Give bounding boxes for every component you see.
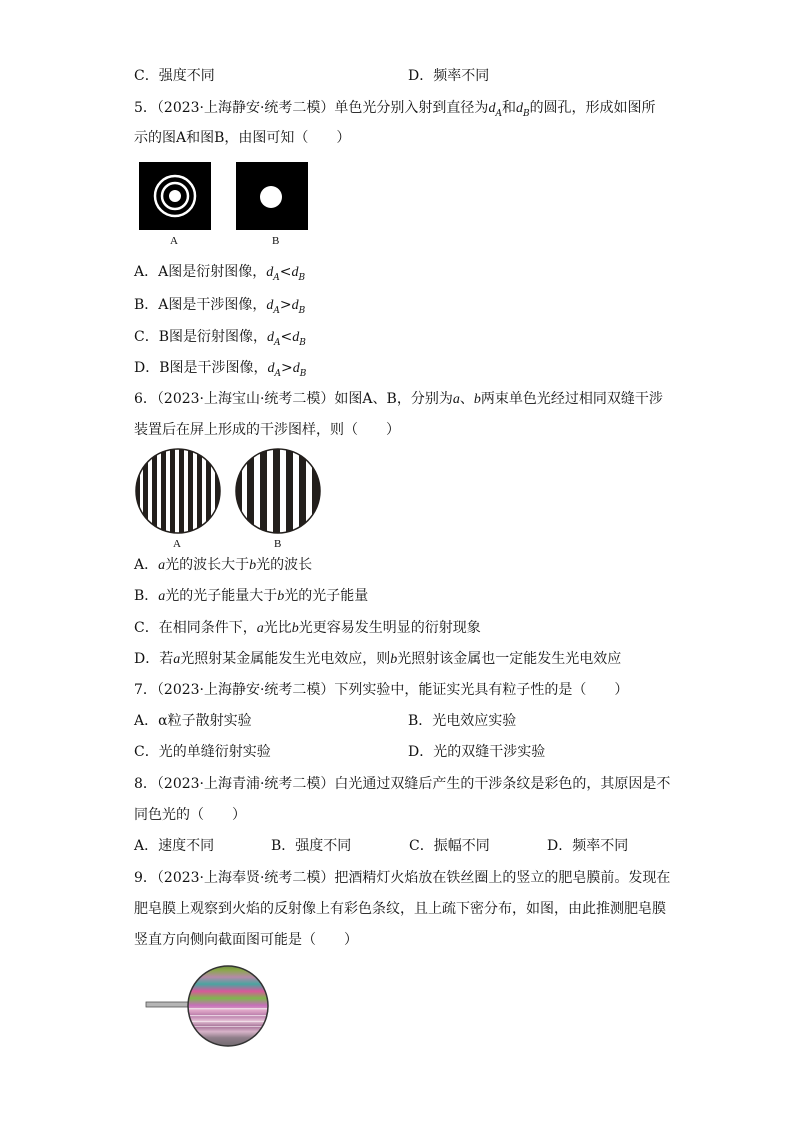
q4-option-d: D．频率不同 (408, 68, 490, 84)
soap-film-figure (144, 963, 276, 1051)
q8-stem-line1: 8．（2023·上海青浦·统考二模）白光通过双缝后产生的干涉条纹是彩色的，其原因是不 (134, 776, 671, 792)
q6-figure-a-label: A (173, 538, 181, 550)
q9-stem-line3: 竖直方向侧向截面图可能是（ ） (134, 932, 358, 948)
q5-stem-line2: 示的图A和图B，由图可知（ ） (134, 130, 351, 146)
q8-option-a: A．速度不同 (134, 838, 215, 854)
q9-stem-line2: 肥皂膜上观察到火焰的反射像上有彩色条纹，且上疏下密分布，如图，由此推测肥皂膜 (134, 901, 666, 917)
q6-option-d: D．若a光照射某金属能发生光电效应，则b光照射该金属也一定能发生光电效应 (134, 651, 622, 667)
q6-option-c: C．在相同条件下，a光比b光更容易发生明显的衍射现象 (134, 620, 481, 636)
q7-option-c: C．光的单缝衍射实验 (134, 744, 271, 760)
q8-option-b: B．强度不同 (271, 838, 352, 854)
q5-figure-a (139, 162, 211, 230)
q7-option-b: B．光电效应实验 (408, 713, 517, 729)
q7-option-a: A．α粒子散射实验 (134, 713, 252, 729)
q8-option-d: D．频率不同 (547, 838, 629, 854)
q6-stem-line2: 装置后在屏上形成的干涉图样，则（ ） (134, 422, 400, 438)
q5-option-b: B．A图是干涉图像，$d_A>d_B$ (134, 297, 306, 316)
q5-option-c: C．B图是衍射图像，$d_A<d_B$ (134, 329, 306, 348)
q9-stem-line1: 9．（2023·上海奉贤·统考二模）把酒精灯火焰放在铁丝圈上的竖立的肥皂膜前。发现在 (134, 870, 671, 886)
q5-option-a: A．A图是衍射图像，$d_A<d_B$ (134, 264, 306, 283)
q5-option-d: D．B图是干涉图像，$d_A>d_B$ (134, 360, 307, 379)
q5-figure-b-label: B (272, 235, 280, 247)
q6-figure-a (133, 447, 223, 535)
q6-option-a: A．a光的波长大于b光的波长 (134, 557, 313, 573)
q6-stem-line1: 6．（2023·上海宝山·统考二模）如图A、B，分别为a、b两束单色光经过相同双缝干涉 (134, 391, 663, 407)
q8-stem-line2: 同色光的（ ） (134, 807, 246, 823)
q4-option-c: C．强度不同 (134, 68, 215, 84)
q6-figure-b-label: B (274, 538, 282, 550)
q6-option-b: B．a光的光子能量大于b光的光子能量 (134, 588, 369, 604)
q5-figure-a-label: A (170, 235, 178, 247)
q5-figure-b (236, 162, 308, 230)
q8-option-c: C．振幅不同 (409, 838, 490, 854)
q7-option-d: D．光的双缝干涉实验 (408, 744, 546, 760)
q5-stem-line1: 5．（2023·上海静安·统考二模）单色光分别入射到直径为$d_A$和$d_B$的圆孔，形成如图所 (134, 100, 656, 119)
q7-stem: 7．（2023·上海静安·统考二模）下列实验中，能证实光具有粒子性的是（ ） (134, 682, 629, 698)
q6-figure-b (233, 447, 323, 535)
